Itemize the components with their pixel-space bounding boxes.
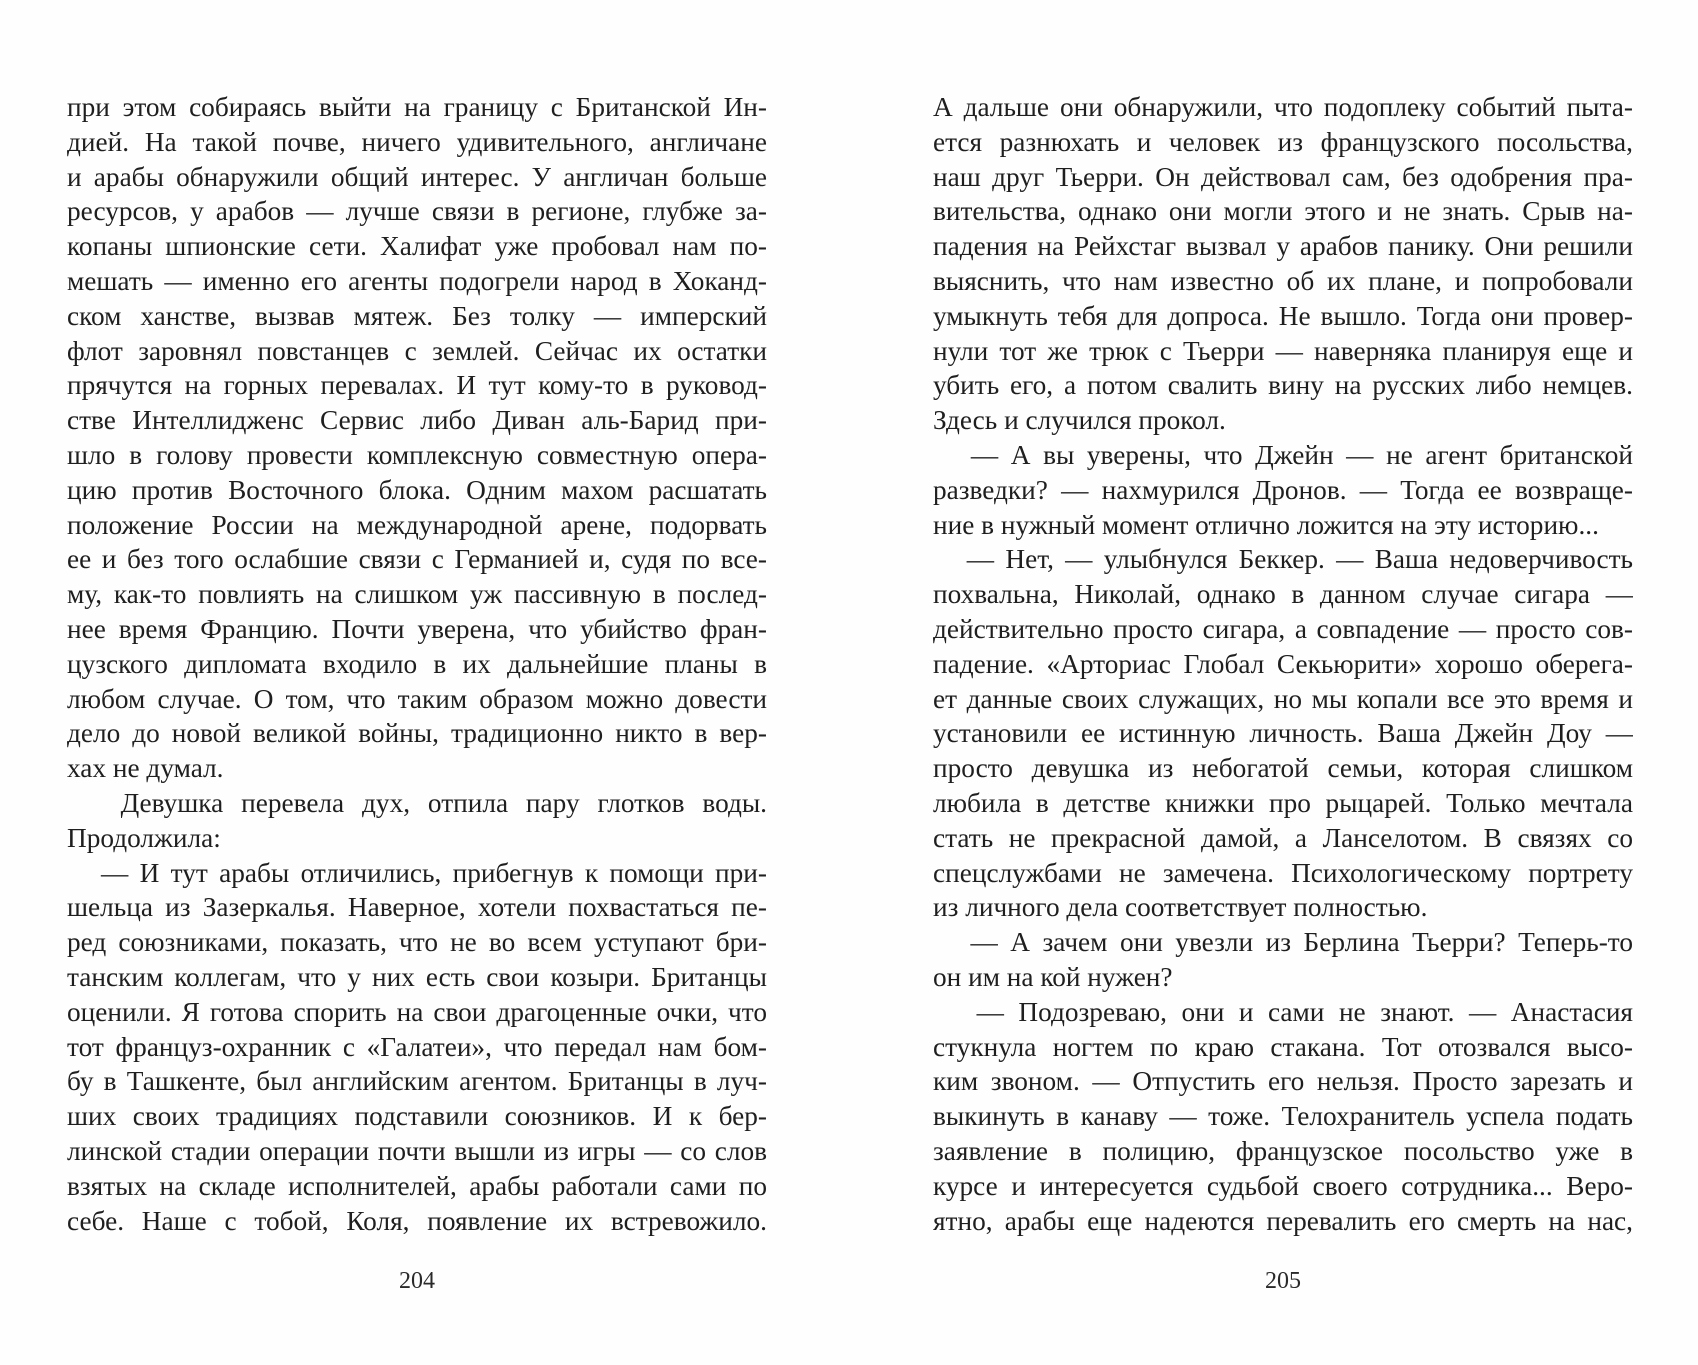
text-line: ресурсов, у арабов — лучше связи в регионе, глубже за-: [67, 196, 767, 227]
text-line: — А зачем они увезли из Берлина Тьерри? Теперь-то: [933, 927, 1633, 958]
text-line: выкинуть в канаву — тоже. Телохранитель успела подать: [933, 1101, 1633, 1132]
right-page: [933, 90, 1633, 1340]
text-line: дией. На такой почве, ничего удивительного, англичане: [67, 126, 767, 157]
text-line: падение. «Арториас Глобал Секьюрити» хорошо оберега-: [933, 648, 1633, 679]
left-page: [67, 90, 767, 1340]
text-line: А дальше они обнаружили, что подоплеку событий пыта-: [933, 92, 1633, 122]
text-line: падения на Рейхстаг вызвал у арабов панику. Они решили: [933, 231, 1633, 262]
text-line: тот француз-охранник с «Галатеи», что передал нам бом-: [67, 1031, 767, 1062]
text-line: ред союзниками, показать, что не во всем уступают бри-: [67, 927, 767, 958]
text-line: мешать — именно его агенты подогрели народ в Хоканд-: [67, 265, 767, 296]
left-page-text: [67, 90, 767, 1238]
text-line: заявление в полицию, французское посольство уже в: [933, 1135, 1633, 1166]
text-line: и арабы обнаружили общий интерес. У англичан больше: [67, 161, 767, 192]
text-line: Здесь и случился прокол.: [933, 405, 1226, 436]
text-line: себе. Наше с тобой, Коля, появление их встревожило.: [67, 1205, 767, 1236]
text-line: убить его, а потом свалить вину на русских либо немцев.: [933, 370, 1633, 401]
text-line: прячутся на горных перевалах. И тут кому-то в руковод-: [67, 370, 767, 401]
text-line: действительно просто сигара, а совпадение — просто сов-: [933, 613, 1633, 644]
left-page-number: 204: [399, 1268, 435, 1294]
text-line: — Подозреваю, они и сами не знают. — Анастасия: [933, 996, 1633, 1027]
text-line: разведки? — нахмурился Дронов. — Тогда ее возвраще-: [933, 474, 1633, 505]
text-line: шло в голову провести комплексную совместную опера-: [67, 439, 767, 470]
text-line: шельца из Зазеркалья. Наверное, хотели похвастаться пе-: [67, 892, 767, 923]
text-line: ние в нужный момент отлично ложится на эту историю...: [933, 509, 1599, 540]
text-line: Продолжила:: [67, 822, 221, 853]
text-line: бу в Ташкенте, был английским агентом. Британцы в луч-: [67, 1066, 767, 1097]
text-line: нули тот же трюк с Тьерри — наверняка планируя еще и: [933, 335, 1633, 366]
text-line: ется разнюхать и человек из французского посольства,: [933, 126, 1633, 157]
text-line: линской стадии операции почти вышли из игры — со слов: [67, 1135, 767, 1166]
text-line: стать не прекрасной дамой, а Ланселотом. В связях со: [933, 822, 1633, 853]
right-page-text: [933, 90, 1633, 1238]
text-line: нее время Францию. Почти уверена, что убийство фран-: [67, 613, 767, 644]
text-line: установили ее истинную личность. Ваша Джейн Доу —: [933, 718, 1633, 749]
text-line: цию против Восточного блока. Одним махом расшатать: [67, 474, 767, 505]
text-line: — Нет, — улыбнулся Беккер. — Ваша недоверчивость: [933, 544, 1633, 575]
text-line: копаны шпионские сети. Халифат уже пробовал нам по-: [67, 231, 767, 262]
text-line: ет данные своих служащих, но мы копали все это время и: [933, 683, 1633, 714]
text-line: взятых на складе исполнителей, арабы работали сами по: [67, 1170, 767, 1201]
text-line: любила в детстве книжки про рыцарей. Только мечтала: [933, 787, 1633, 818]
right-page-number: 205: [1265, 1268, 1301, 1294]
text-line: оценили. Я готова спорить на свои драгоценные очки, что: [67, 996, 767, 1027]
text-line: ском ханстве, вызвав мятеж. Без толку — имперский: [67, 300, 767, 331]
text-line: Девушка перевела дух, отпила пару глотков воды.: [67, 787, 767, 818]
text-line: флот заровнял повстанцев с землей. Сейчас их остатки: [67, 335, 767, 366]
text-line: — А вы уверены, что Джейн — не агент британской: [933, 439, 1633, 470]
text-line: при этом собираясь выйти на границу с Британской Ин-: [67, 92, 767, 122]
text-line: ее и без того ослабшие связи с Германией и, судя по все-: [67, 544, 767, 575]
text-line: наш друг Тьерри. Он действовал сам, без одобрения пра-: [933, 161, 1633, 192]
text-line: му, как-то повлиять на слишком уж пассивную в послед-: [67, 579, 767, 610]
text-line: любом случае. О том, что таким образом можно довести: [67, 683, 767, 714]
text-line: он им на кой нужен?: [933, 961, 1173, 992]
text-line: положение России на международной арене, подорвать: [67, 509, 767, 540]
text-line: просто девушка из небогатой семьи, которая слишком: [933, 753, 1633, 784]
text-line: спецслужбами не замечена. Психологическому портрету: [933, 857, 1633, 888]
text-line: цузского дипломата входило в их дальнейшие планы в: [67, 648, 767, 679]
text-line: танским коллегам, что у них есть свои козыри. Британцы: [67, 961, 767, 992]
text-line: дело до новой великой войны, традиционно никто в вер-: [67, 718, 767, 749]
text-line: похвальна, Николай, однако в данном случае сигара —: [933, 579, 1633, 610]
text-line: вительства, однако они могли этого и не знать. Срыв на-: [933, 196, 1633, 227]
text-line: курсе и интересуется судьбой своего сотрудника... Веро-: [933, 1170, 1633, 1201]
text-line: выяснить, что нам известно об их плане, и попробовали: [933, 265, 1633, 296]
text-line: из личного дела соответствует полностью.: [933, 892, 1428, 923]
text-line: ших своих традициях подставили союзников. И к бер-: [67, 1101, 767, 1132]
text-line: стве Интеллидженс Сервис либо Диван аль-Барид при-: [67, 405, 767, 436]
text-line: хах не думал.: [67, 753, 224, 784]
text-line: стукнула ногтем по краю стакана. Тот отозвался высо-: [933, 1031, 1633, 1062]
text-line: — И тут арабы отличились, прибегнув к помощи при-: [67, 857, 767, 888]
text-line: ятно, арабы еще надеются перевалить его смерть на нас,: [933, 1205, 1633, 1236]
text-line: умыкнуть тебя для допроса. Не вышло. Тогда они провер-: [933, 300, 1633, 331]
text-line: ким звоном. — Отпустить его нельзя. Просто зарезать и: [933, 1066, 1633, 1097]
